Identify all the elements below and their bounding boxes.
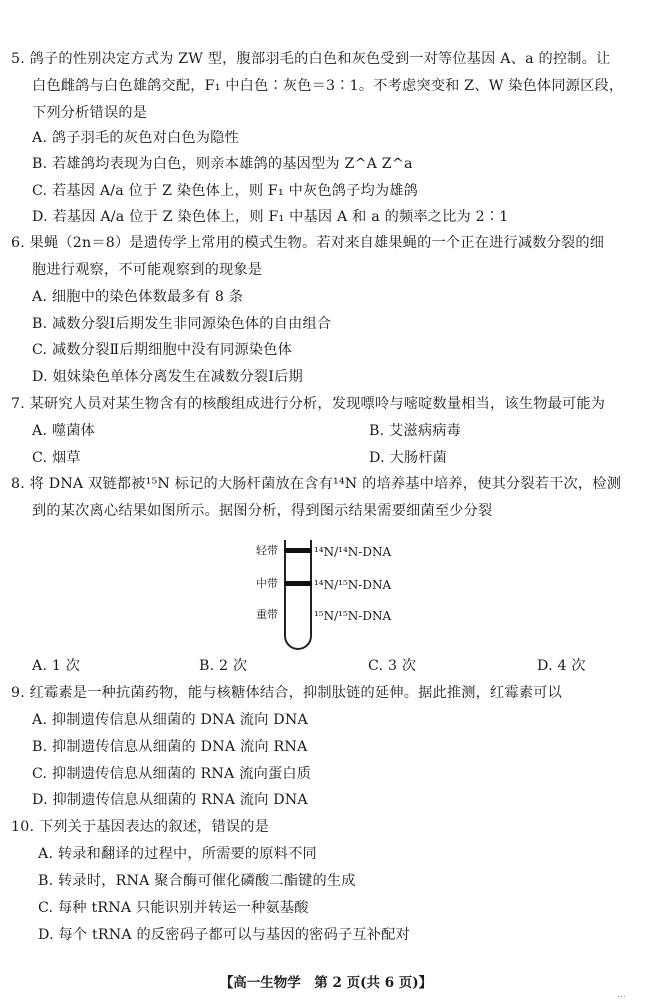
q7-stem: 7. 某研究人员对某生物含有的核酸组成进行分析，发现嘌呤与嘧啶数量相当，该生物最可能为	[11, 396, 606, 412]
q7-option-b: B. 艾滋病病毒	[369, 423, 461, 439]
q10-option-a: A. 转录和翻译的过程中，所需要的原料不同	[38, 846, 317, 862]
q6-option-a: A. 细胞中的染色体数最多有 8 条	[32, 289, 244, 305]
centrifuge-tube	[284, 540, 312, 650]
q7-option-c: C. 烟草	[32, 450, 81, 466]
heavy-band-label: 重带	[256, 608, 278, 621]
q8-stem-line1: 8. 将 DNA 双链都被¹⁵N 标记的大肠杆菌放在含有¹⁴N 的培养基中培养，使其分裂若干次，检测	[11, 476, 622, 492]
q10-option-d: D. 每个 tRNA 的反密码子都可以与基因的密码子互补配对	[38, 927, 410, 943]
q5-stem-line3: 下列分析错误的是	[32, 105, 148, 121]
q10-stem: 10. 下列关于基因表达的叙述，错误的是	[11, 819, 270, 835]
q5-option-d: D. 若基因 A/a 位于 Z 染色体上，则 F₁ 中基因 A 和 a 的频率之比为 2∶1	[32, 209, 509, 225]
q5-option-a: A. 鸽子羽毛的灰色对白色为隐性	[32, 130, 239, 146]
corner-mark: …	[617, 990, 626, 1000]
q6-option-d: D. 姐妹染色单体分离发生在减数分裂Ⅰ后期	[32, 369, 303, 385]
q8-option-a: A. 1 次	[32, 658, 81, 674]
q6-stem-line2: 胞进行观察，不可能观察到的现象是	[32, 262, 263, 278]
q8-option-d: D. 4 次	[537, 658, 586, 674]
middle-band-dna: ¹⁴N/¹⁵N-DNA	[314, 578, 392, 592]
q6-option-b: B. 减数分裂Ⅰ后期发生非同源染色体的自由组合	[32, 316, 332, 332]
q9-option-b: B. 抑制遗传信息从细菌的 DNA 流向 RNA	[32, 739, 308, 755]
page-footer: 【高一生物学 第 2 页(共 6 页)】	[219, 975, 433, 991]
q8-option-c: C. 3 次	[368, 658, 417, 674]
q8-stem-line2: 到的某次离心结果如图所示。据图分析，得到图示结果需要细菌至少分裂	[32, 503, 493, 519]
q5-stem-line1: 5. 鸽子的性别决定方式为 ZW 型，腹部羽毛的白色和灰色受到一对等位基因 A、a 的控制。让	[11, 51, 611, 67]
heavy-band-dna: ¹⁵N/¹⁵N-DNA	[314, 609, 392, 623]
q5-option-b: B. 若雄鸽均表现为白色，则亲本雄鸽的基因型为 Z^A Z^a	[32, 156, 413, 172]
light-band-label: 轻带	[256, 544, 278, 557]
q5-option-c: C. 若基因 A/a 位于 Z 染色体上，则 F₁ 中灰色鸽子均为雄鸽	[32, 183, 419, 199]
q9-option-d: D. 抑制遗传信息从细菌的 RNA 流向 DNA	[32, 792, 308, 808]
middle-band	[284, 581, 312, 586]
q6-option-c: C. 减数分裂Ⅱ后期细胞中没有同源染色体	[32, 342, 293, 358]
light-band-dna: ¹⁴N/¹⁴N-DNA	[314, 545, 392, 559]
q7-option-d: D. 大肠杆菌	[369, 450, 448, 466]
q8-option-b: B. 2 次	[199, 658, 248, 674]
middle-band-label: 中带	[256, 577, 278, 590]
q10-option-b: B. 转录时，RNA 聚合酶可催化磷酸二酯键的生成	[38, 873, 356, 889]
q9-option-c: C. 抑制遗传信息从细菌的 RNA 流向蛋白质	[32, 766, 312, 782]
q5-stem-line2: 白色雌鸽与白色雄鸽交配，F₁ 中白色∶灰色＝3∶1。不考虑突变和 Z、W 染色体同源区段，	[32, 78, 624, 94]
q6-stem-line1: 6. 果蝇（2n＝8）是遗传学上常用的模式生物。若对来自雄果蝇的一个正在进行减数分裂的细	[11, 235, 605, 251]
q10-option-c: C. 每种 tRNA 只能识别并转运一种氨基酸	[38, 900, 309, 916]
light-band	[284, 548, 312, 553]
q7-option-a: A. 噬菌体	[32, 423, 96, 439]
q9-stem: 9. 红霉素是一种抗菌药物，能与核糖体结合，抑制肽链的延伸。据此推测，红霉素可以	[11, 685, 562, 701]
q9-option-a: A. 抑制遗传信息从细菌的 DNA 流向 DNA	[32, 712, 308, 728]
